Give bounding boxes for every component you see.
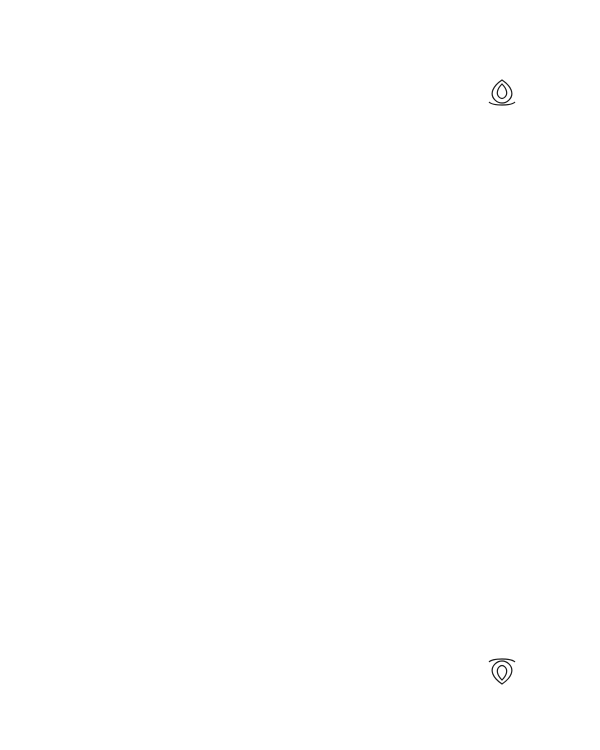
running-head-section-title xyxy=(490,352,510,412)
